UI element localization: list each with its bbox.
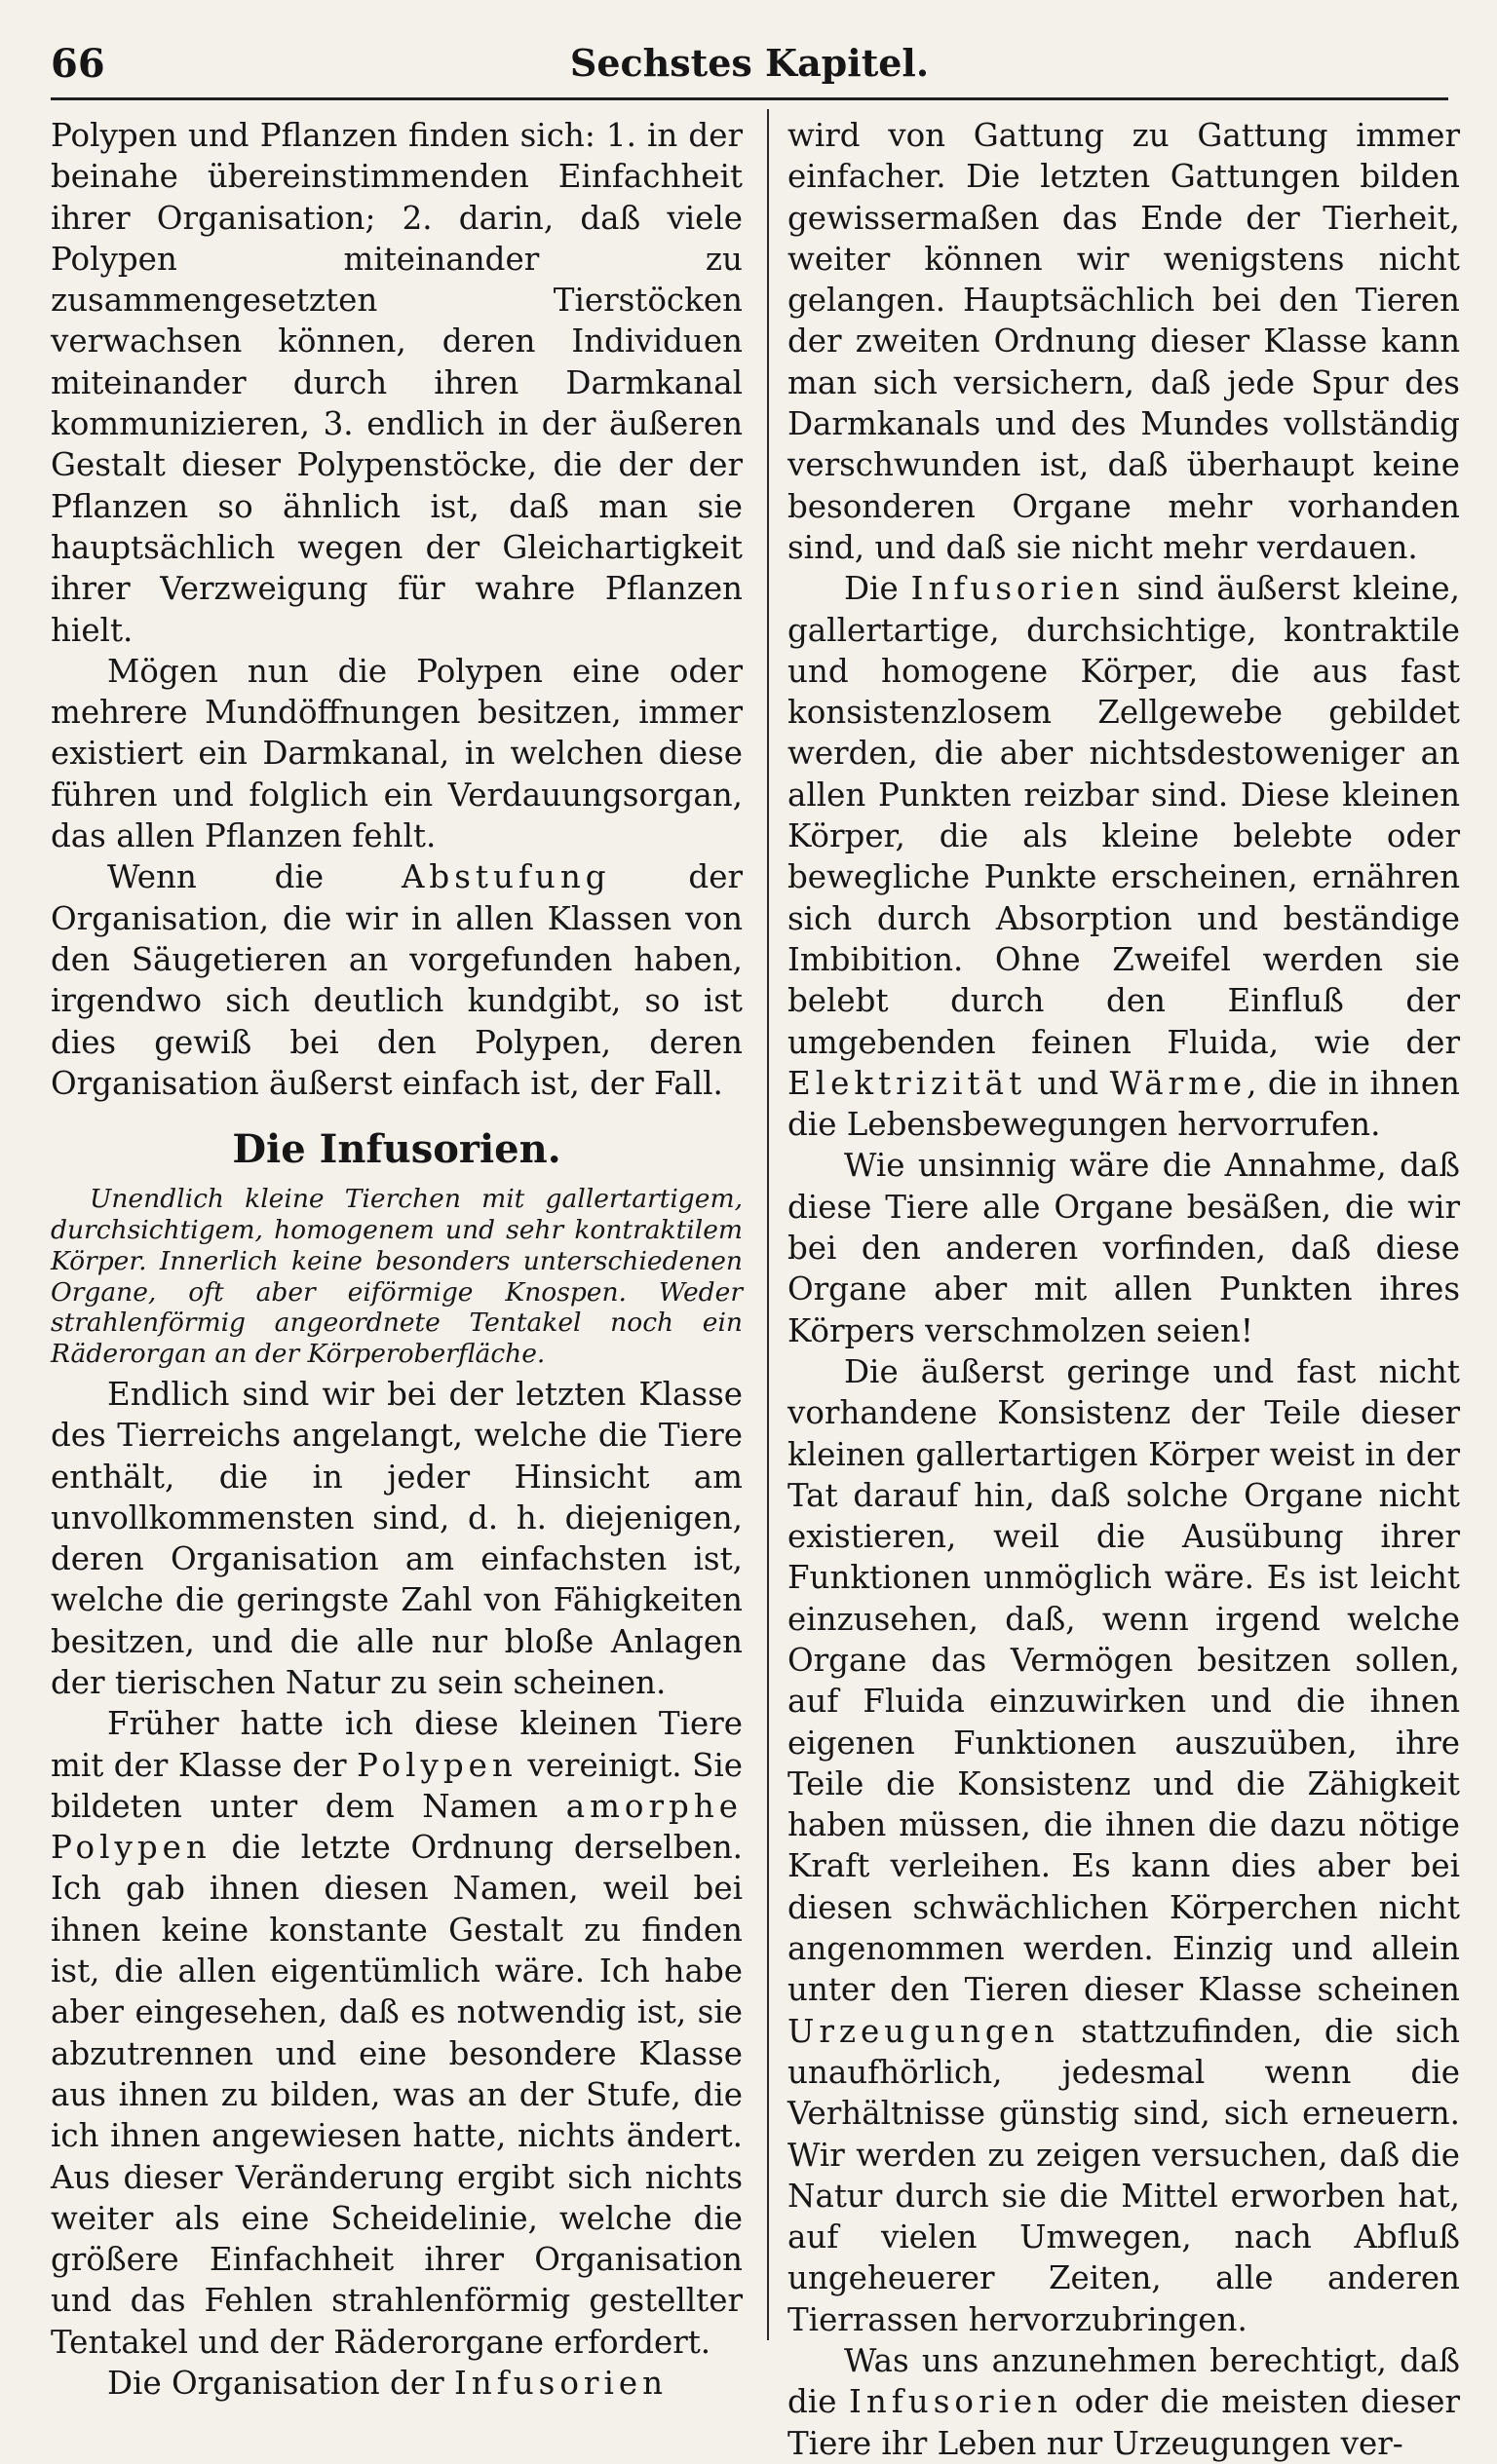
paragraph-text: oder die meisten dieser Tiere ihr Leben nur Urzeugungen ver-: [787, 2383, 1461, 2462]
paragraph-text: stattzufinden, die sich unaufhörlich, jedesmal wenn die Verhältnisse günstig sind, sich erneuern. Wir werden zu zeigen versuchen, daß die Natur durch sie die Mittel erworben hat, auf vielen Umwegen, nach Abfluß ungeheuerer Zeiten, alle anderen Tierrassen hervorzubringen.: [787, 2012, 1460, 2338]
paragraph: [51, 1374, 743, 1703]
running-head: Sechstes Kapitel.: [569, 41, 930, 85]
spaced-term: Urzeugungen: [787, 2012, 1059, 2050]
page-header: [51, 37, 1448, 95]
paragraph-text: , die in ihnen die Lebensbewegungen hervorrufen.: [787, 1064, 1460, 1144]
spaced-term: Infusorien: [848, 2383, 1063, 2421]
paragraph-text: vereinigt. Sie bildeten unter dem Namen: [51, 1746, 743, 1825]
spaced-term: Elektrizität: [787, 1064, 1027, 1102]
paragraph: [787, 568, 1460, 1145]
paragraph: [51, 1703, 743, 2363]
paragraph-text: Früher hatte ich diese kleinen Tiere mit der Klasse der: [51, 1705, 743, 1784]
paragraph: [51, 651, 743, 856]
paragraph-text: Wie unsinnig wäre die Annahme, daß diese Tiere alle Organe besäßen, die wir bei den anderen vorfinden, daß diese Organe aber mit allen Punkten ihres Körpers verschmolzen seien!: [787, 1147, 1460, 1349]
paragraph: wird von Gattung zu Gattung immer einfacher. Die letzten Gattungen bilden gewissermaßen das Ende der Tierheit, weiter können wir wenigstens nicht gelangen. Hauptsächlich bei den Tieren der zweiten Ordnung dieser Klasse kann man sich versichern, daß jede Spur des Darmkanals und des Mundes vollständig verschwunden ist, daß überhaupt keine besonderen Organe mehr vorhanden sind, und daß sie nicht mehr verdauen.: [787, 117, 1460, 566]
column-divider: [767, 109, 769, 2340]
right-column: [787, 115, 1460, 2464]
paragraph-text: und: [1026, 1064, 1110, 1102]
section-heading: Die Infusorien.: [232, 1126, 561, 1173]
spaced-term: Wärme: [1109, 1064, 1248, 1102]
paragraph: [787, 2340, 1460, 2464]
paragraph-text: die letzte Ordnung derselben. Ich gab ihnen diesen Namen, weil bei ihnen keine konstante Gestalt zu finden ist, die allen eigentümlich wäre. Ich habe aber eingesehen, daß es notwendig ist, sie abzutrennen und eine besondere Klasse aus ihnen zu bilden, was an der Stufe, die ich ihnen angewiesen hatte, nichts ändert. Aus dieser Veränderung ergibt sich nichts weiter als eine Scheidelinie, welche die größere Einfachheit ihrer Organisation und das Fehlen strahlenförmig gestellter Tentakel und der Räderorgane erfordert.: [51, 1829, 743, 2361]
paragraph-text: Die: [844, 570, 911, 608]
spaced-term: amorphe Polypen: [51, 1787, 743, 1867]
spaced-term: Infusorien: [453, 2365, 669, 2403]
paragraph: Polypen und Pflanzen finden sich: 1. in der beinahe übereinstimmenden Einfachheit ihrer Organisation; 2. darin, daß viele Polypen miteinander zu zusammengesetzten Tierstöcken verwachsen können, deren Individuen miteinander durch ihren Darmkanal kommunizieren, 3. endlich in der äußeren Gestalt dieser Polypenstöcke, die der der Pflanzen so ähnlich ist, daß man sie hauptsächlich wegen der Gleichartigkeit ihrer Verzweigung für wahre Pflanzen hielt.: [51, 117, 743, 649]
paragraph-text: Die Organisation der: [107, 2365, 454, 2403]
paragraph-text: der Organisation, die wir in allen Klassen von den Säugetieren an vorgefunden haben, irgendwo sich deutlich kundgibt, so ist dies gewiß bei den Polypen, deren Organisation äußerst einfach ist, der Fall.: [51, 858, 743, 1102]
left-column: [51, 115, 743, 2404]
paragraph-text: sind äußerst kleine, gallertartige, durchsichtige, kontraktile und homogene Körper, die aus fast konsistenzlosem Zellgewebe gebildet werden, die aber nichtsdestoweniger an allen Punkten reizbar sind. Diese kleinen Körper, die als kleine belebte oder bewegliche Punkte erscheinen, ernähren sich durch Absorption und beständige Imbibition. Ohne Zweifel werden sie belebt durch den Einfluß der umgebenden feinen Fluida, wie der: [787, 570, 1460, 1061]
paragraph: [51, 2363, 743, 2404]
spaced-term: Polypen: [357, 1746, 518, 1784]
paragraph-text: Endlich sind wir bei der letzten Klasse des Tierreichs angelangt, welche die Tiere enthält, die in jeder Hinsicht am unvollkommensten sind, d. h. diejenigen, deren Organisation am einfachsten ist, welche die geringste Zahl von Fähigkeiten besitzen, und die alle nur bloße Anlagen der tierischen Natur zu sein scheinen.: [51, 1375, 743, 1701]
paragraph-text: Was uns anzunehmen berechtigt, daß die: [787, 2342, 1460, 2421]
spaced-term: Abstufung: [401, 858, 611, 896]
page-number: 66: [51, 41, 105, 87]
paragraph: [787, 1351, 1460, 2340]
paragraph-text: Wenn die: [107, 858, 402, 896]
header-rule: [51, 97, 1448, 100]
paragraph: [787, 1145, 1460, 1350]
section-summary: Unendlich kleine Tierchen mit gallertartigem, durchsichtigem, homogenem und sehr kontraktilem Körper. Innerlich keine besonders unterschiedenen Organe, oft aber eiförmige Knospen. Weder strahlenförmig angeordnete Tentakel noch ein Räderorgan an der Körperoberfläche.: [51, 1184, 743, 1370]
spaced-term: Infusorien: [910, 570, 1125, 608]
paragraph: [51, 856, 743, 1104]
paragraph-text: Die äußerst geringe und fast nicht vorhandene Konsistenz der Teile dieser kleinen gallertartigen Körper weist in der Tat darauf hin, daß solche Organe nicht existieren, weil die Ausübung ihrer Funktionen unmöglich wäre. Es ist leicht einzusehen, daß, wenn irgend welche Organe das Vermögen besitzen sollen, auf Fluida einzuwirken und die ihnen eigenen Funktionen auszuüben, ihre Teile die Konsistenz und die Zähigkeit haben müssen, die ihnen die dazu nötige Kraft verleihen. Es kann dies aber bei diesen schwächlichen Körperchen nicht angenommen werden. Einzig und allein unter den Tieren dieser Klasse scheinen: [787, 1352, 1460, 2009]
paragraph-text: Mögen nun die Polypen eine oder mehrere Mundöffnungen besitzen, immer existiert ein Darmkanal, in welchen diese führen und folglich ein Verdauungsorgan, das allen Pflanzen fehlt.: [51, 652, 743, 855]
